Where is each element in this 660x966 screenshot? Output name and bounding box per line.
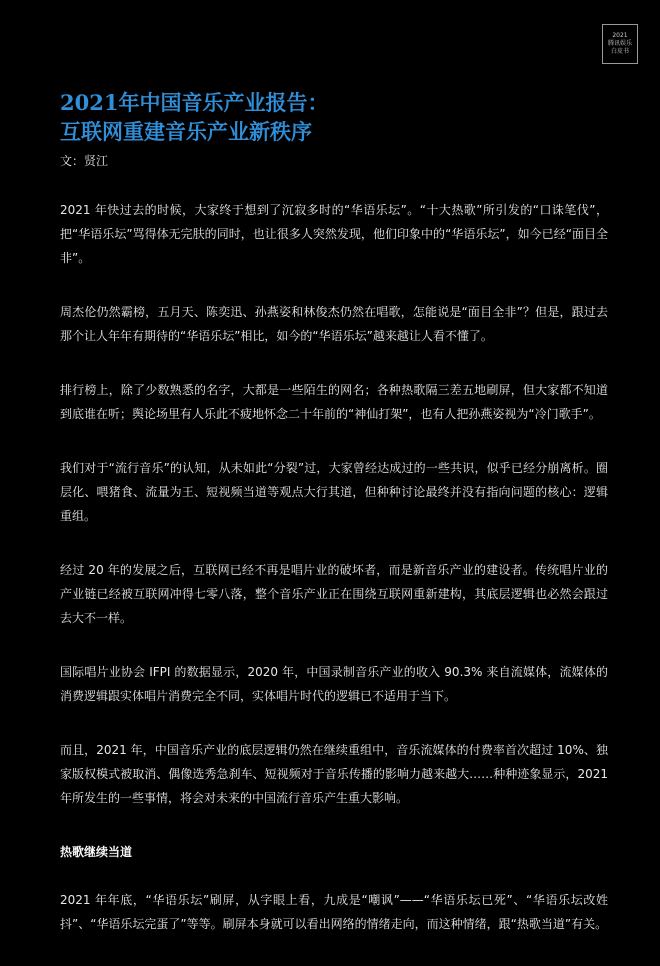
- badge-line2: 白皮书: [610, 48, 629, 55]
- paragraph-7: 而且，2021 年，中国音乐产业的底层逻辑仍然在继续重组中，音乐流媒体的付费率首次超过 10%、独家版权模式被取消、偶像选秀急刹车、短视频对于音乐传播的影响力越来越大……种种迹象显示，2021 年所发生的一些事情，将会对未来的中国流行音乐产生重大影响。: [60, 743, 608, 805]
- article-body: [60, 198, 608, 966]
- title-line-1: 2021年中国音乐产业报告：: [60, 90, 329, 115]
- badge-line1: 腾讯娱乐: [607, 40, 632, 47]
- title-line-2: 互联网重建音乐产业新秩序: [60, 119, 312, 144]
- article-title: [60, 88, 620, 146]
- paragraph-5: 经过 20 年的发展之后，互联网已经不再是唱片业的破坏者，而是新音乐产业的建设者。传统唱片业的产业链已经被互联网冲得七零八落，整个音乐产业正在围绕互联网重新建构，其底层逻辑也必然会跟过去大不一样。: [60, 563, 608, 625]
- paragraph-3: 排行榜上，除了少数熟悉的名字，大都是一些陌生的网名；各种热歌隔三差五地刷屏，但大家都不知道到底谁在听；舆论场里有人乐此不疲地怀念二十年前的“神仙打架”，也有人把孙燕姿视为“冷门歌手”。: [60, 383, 608, 421]
- author-byline: 文：贤江: [60, 154, 109, 168]
- paragraph-4: 我们对于“流行音乐”的认知，从未如此“分裂”过，大家曾经达成过的一些共识，似乎已经分崩离析。圈层化、喂猪食、流量为王、短视频当道等观点大行其道，但种种讨论最终并没有指向问题的核心：逻辑重组。: [60, 461, 608, 523]
- paragraph-6: 国际唱片业协会 IFPI 的数据显示，2020 年，中国录制音乐产业的收入 90.3% 来自流媒体，流媒体的消费逻辑跟实体唱片消费完全不同，实体唱片时代的逻辑已不适用于当下。: [60, 665, 608, 703]
- paragraph-1: 2021 年快过去的时候，大家终于想到了沉寂多时的“华语乐坛”。“十大热歌”所引发的“口诛笔伐”，把“华语乐坛”骂得体无完肤的同时，也让很多人突然发现，他们印象中的“华语乐坛”，如今已经“面目全非”。: [60, 203, 608, 265]
- badge-year: 2021: [612, 32, 628, 39]
- whitepaper-badge: [602, 24, 638, 64]
- section-heading: 热歌继续当道: [60, 845, 133, 859]
- paragraph-2: 周杰伦仍然霸榜，五月天、陈奕迅、孙燕姿和林俊杰仍然在唱歌，怎能说是“面目全非”？但是，跟过去那个让人年年有期待的“华语乐坛”相比，如今的“华语乐坛”越来越让人看不懂了。: [60, 305, 608, 343]
- section-paragraph: 2021 年年底，“华语乐坛”刷屏，从字眼上看，九成是“嘲讽”——“华语乐坛已死”、“华语乐坛改姓抖”、“华语乐坛完蛋了”等等。刷屏本身就可以看出网络的情绪走向，而这种情绪，跟“热歌当道”有关。: [60, 893, 608, 931]
